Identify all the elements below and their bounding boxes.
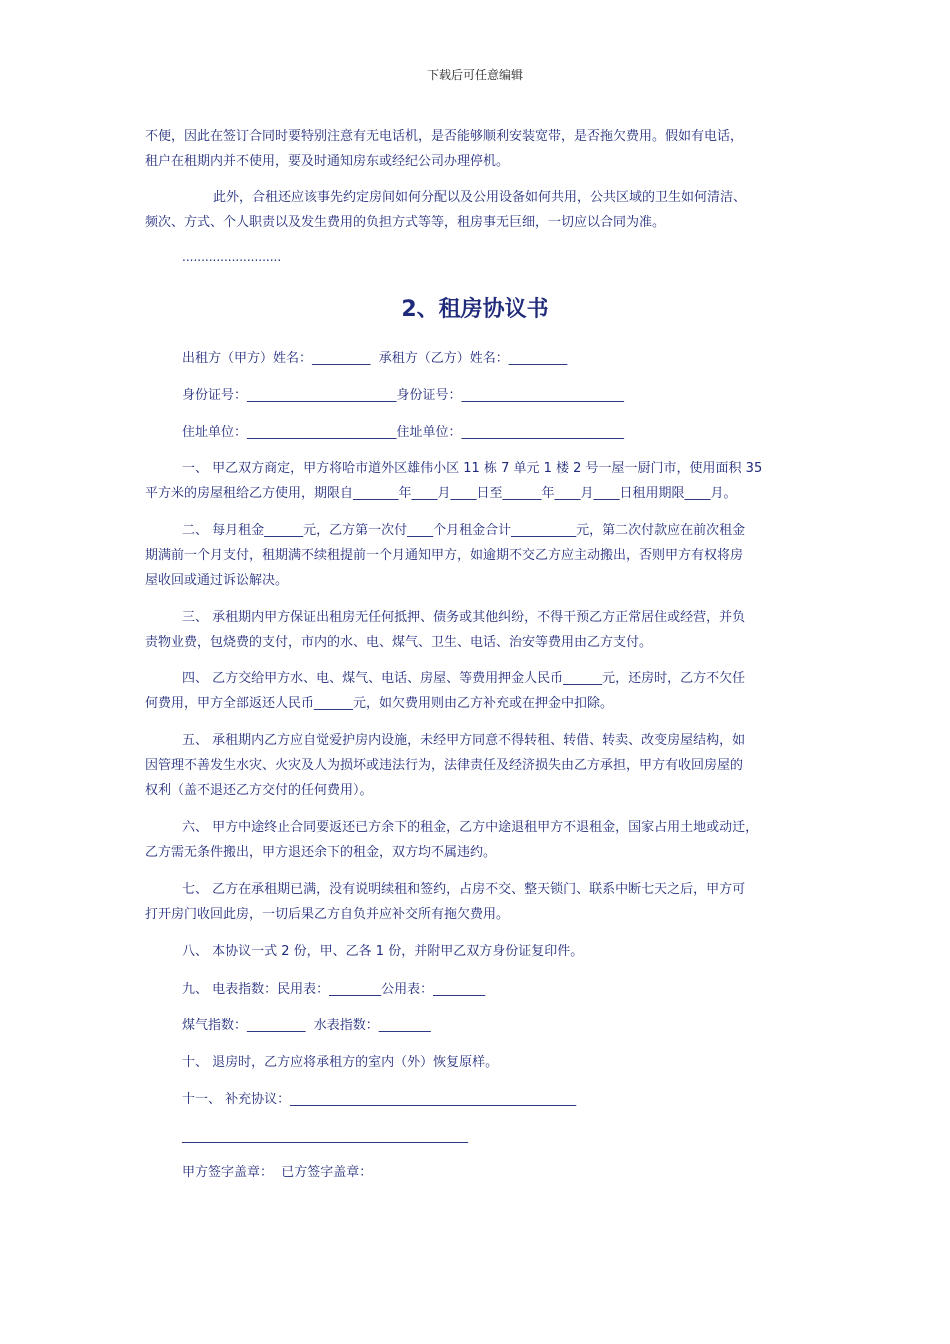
clause-7-line-1: 七、 乙方在承租期已满，没有说明续租和签约，占房不交、整天锁门、联系中断七天之后，甲方可 [182,882,746,897]
signature-line: 甲方签字盖章： 已方签字盖章： [182,1165,373,1180]
clause-1-line-2: 平方米的房屋租给乙方使用，期限自_______年____月____日至______年____月____日租用期限____月。 [145,486,737,501]
clause-2-line-2: 期满前一个月支付，租期满不续租提前一个月通知甲方，如逾期不交乙方应主动搬出，否则甲方有权将房 [145,548,744,563]
clause-2-line-1: 二、 每月租金______元，乙方第一次付____个月租金合计__________元，第二次付款应在前次租金 [182,523,746,538]
clause-2-line-3: 屋收回或通过诉讼解决。 [145,573,289,588]
page-header: 下载后可任意编辑 [426,68,523,82]
clause-5-line-1: 五、 承租期内乙方应自觉爱护房内设施，未经甲方同意不得转租、转借、转卖、改变房屋结构，如 [182,733,746,748]
clause-1-line-1: 一、 甲乙双方商定，甲方将哈市道外区雄伟小区 11 栋 7 单元 1 楼 2 号一屋一厨门市，使用面积 35 [182,461,763,476]
clause-10: 十、 退房时，乙方应将承租方的室内（外）恢复原样。 [182,1055,499,1070]
intro-line-1: 不便，因此在签订合同时要特别注意有无电话机，是否能够顺利安装宽带，是否拖欠费用。假如有电话， [145,129,744,144]
field-names: 出租方（甲方）姓名：_________ 承租方（乙方）姓名：_________ [182,351,568,366]
clause-8: 八、 本协议一式 2 份，甲、乙各 1 份，并附甲乙双方身份证复印件。 [182,944,584,959]
field-id: 身份证号：_______________________身份证号：_________________________ [182,388,625,403]
clause-4-line-1: 四、 乙方交给甲方水、电、煤气、电话、房屋、等费用押金人民币______元，还房时，乙方不欠任 [182,671,746,686]
clause-11-blank-line: ____________________________________________ [182,1129,468,1144]
clause-6-line-2: 乙方需无条件搬出，甲方退还余下的租金，双方均不属违约。 [145,845,497,860]
clause-9-meters: 九、 电表指数：民用表：________公用表：________ [182,982,486,997]
clause-5-line-3: 权利（盖不退还乙方交付的任何费用）。 [145,783,373,798]
clause-11: 十一、 补充协议：____________________________________________ [182,1092,577,1107]
clause-9-gas-water: 煤气指数：_________ 水表指数：________ [182,1018,431,1033]
clause-6-line-1: 六、 甲方中途终止合同要返还已方余下的租金，乙方中途退租甲方不退租金，国家占用土地或动迁， [182,820,759,835]
intro-line-2: 租户在租期内并不使用，要及时通知房东或经纪公司办理停机。 [145,154,510,169]
clause-3-line-2: 责物业费，包烧费的支付，市内的水、电、煤气、卫生、电话、治安等费用由乙方支付。 [145,635,653,650]
clause-7-line-2: 打开房门收回此房，一切后果乙方自负并应补交所有拖欠费用。 [145,907,510,922]
clause-5-line-2: 因管理不善发生水灾、火灾及人为损坏或违法行为，法律责任及经济损失由乙方承担，甲方有收回房屋的 [145,758,744,773]
ellipsis-divider: .......................... [182,250,282,264]
field-address: 住址单位：_______________________住址单位：_________________________ [182,425,625,440]
intro-line-4: 频次、方式、个人职责以及发生费用的负担方式等等，租房事无巨细，一切应以合同为准。 [145,215,666,230]
clause-3-line-1: 三、 承租期内甲方保证出租房无任何抵押、债务或其他纠纷，不得干预乙方正常居住或经营，并负 [182,610,746,625]
document-title: 2、租房协议书 [401,297,549,322]
intro-line-3: 此外，合租还应该事先约定房间如何分配以及公用设备如何共用，公共区域的卫生如何清洁、 [213,190,747,205]
clause-4-line-2: 何费用，甲方全部返还人民币______元，如欠费用则由乙方补充或在押金中扣除。 [145,696,614,711]
